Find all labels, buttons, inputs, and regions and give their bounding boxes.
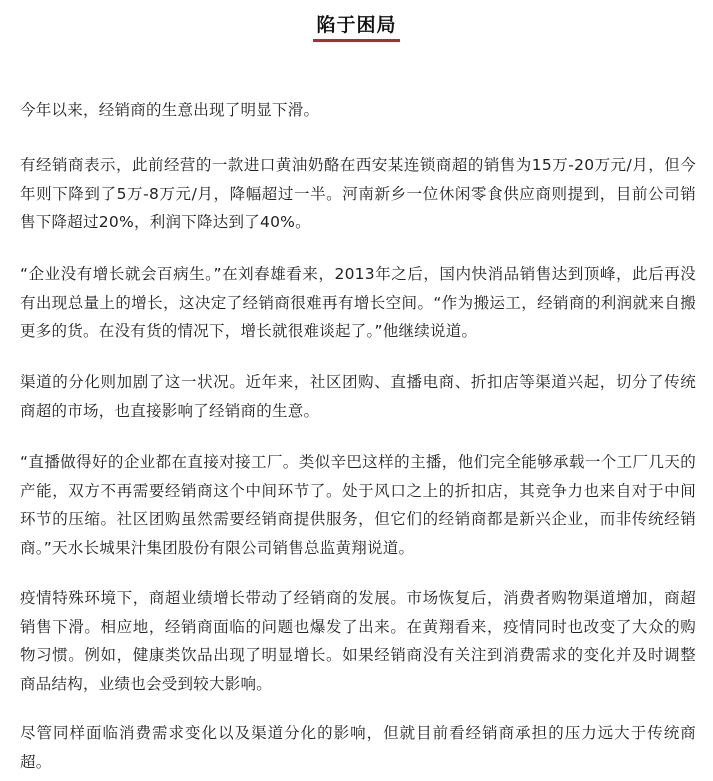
paragraph-3: “企业没有增长就会百病生。”在刘春雄看来，2013年之后，国内快消品销售达到顶峰，此后再没有出现总量上的增长，这决定了经销商很难再有增长空间。“作为搬运工，经销商的利润就来自搬更多的货。在没有货的情况下，增长就很难谈起了。”他继续说道。 xyxy=(20,265,696,340)
paragraph-4: 渠道的分化则加剧了这一状况。近年来，社区团购、直播电商、折扣店等渠道兴起，切分了传统商超的市场，也直接影响了经销商的生意。 xyxy=(20,373,696,420)
paragraph-5: “直播做得好的企业都在直接对接工厂。类似辛巴这样的主播，他们完全能够承载一个工厂几天的产能，双方不再需要经销商这个中间环节了。处于风口之上的折扣店，其竞争力也来自对于中间环节的压缩。社区团购虽然需要经销商提供服务，但它们的经销商都是新兴企业，而非传统经销商。”天水长城果汁集团股份有限公司销售总监黄翔说道。 xyxy=(20,453,696,557)
article-title: 陷于困局 xyxy=(313,13,399,42)
paragraph-2: 有经销商表示，此前经营的一款进口黄油奶酪在西安某连锁商超的销售为15万-20万元/月，但今年则下降到了5万-8万元/月，降幅超过一半。河南新乡一位休闲零食供应商则提到，目前公司销售下降超过20%，利润下降达到了40%。 xyxy=(20,156,696,231)
title-container xyxy=(0,13,713,42)
paragraph-1: 今年以来，经销商的生意出现了明显下滑。 xyxy=(20,101,320,119)
paragraph-6: 疫情特殊环境下，商超业绩增长带动了经销商的发展。市场恢复后，消费者购物渠道增加，商超销售下滑。相应地，经销商面临的问题也爆发了出来。在黄翔看来，疫情同时也改变了大众的购物习惯。例如，健康类饮品出现了明显增长。如果经销商没有关注到消费需求的变化并及时调整商品结构，业绩也会受到较大影响。 xyxy=(20,589,696,693)
paragraph-7: 尽管同样面临消费需求变化以及渠道分化的影响，但就目前看经销商承担的压力远大于传统商超。 xyxy=(20,724,696,771)
